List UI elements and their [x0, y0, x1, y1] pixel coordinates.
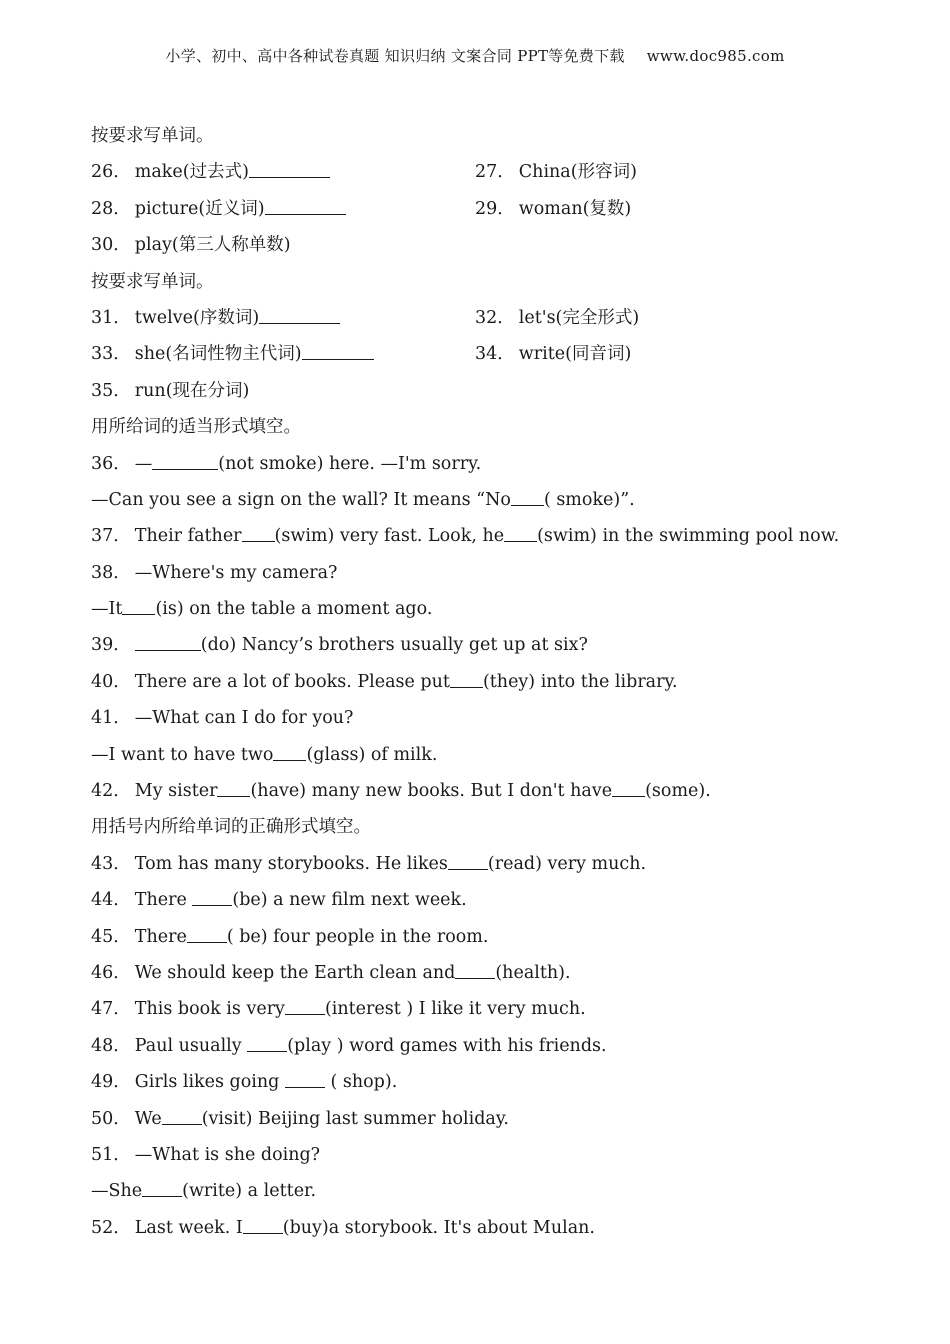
- section-instruction: 用所给词的适当形式填空。: [91, 417, 301, 438]
- question-38: 38． —Where's my camera?: [91, 562, 338, 583]
- answer-blank[interactable]: [247, 1035, 287, 1052]
- section-instruction: 按要求写单词。: [91, 126, 214, 146]
- question-34: 34． write(同音词): [475, 344, 632, 365]
- question-41-line2: —I want to have two (glass) of milk.: [91, 744, 438, 765]
- question-row: [91, 300, 891, 336]
- question-39: 39． (do) Nancy’s brothers usually get up at six?: [91, 635, 588, 656]
- answer-blank[interactable]: [265, 198, 346, 215]
- answer-blank[interactable]: [259, 307, 340, 324]
- question-47: 47． This book is very (interest ) I like it very much.: [91, 999, 586, 1020]
- answer-blank[interactable]: [135, 634, 201, 651]
- question-44: 44． There (be) a new film next week.: [91, 890, 467, 911]
- question-36-line2: —Can you see a sign on the wall? It means “No ( smoke)”.: [91, 489, 635, 510]
- answer-blank[interactable]: [285, 998, 325, 1015]
- question-28: 28． picture(近义词): [91, 191, 475, 227]
- answer-blank[interactable]: [450, 671, 483, 688]
- answer-blank[interactable]: [302, 343, 374, 360]
- question-36: 36． — (not smoke) here. —I'm sorry.: [91, 453, 482, 474]
- answer-blank[interactable]: [217, 780, 250, 797]
- question-41: 41． —What can I do for you?: [91, 708, 354, 729]
- question-38-line2: —It (is) on the table a moment ago.: [91, 599, 433, 620]
- answer-blank[interactable]: [242, 525, 275, 542]
- worksheet: [91, 118, 891, 1246]
- answer-blank[interactable]: [612, 780, 645, 797]
- question-51: 51． —What is she doing?: [91, 1144, 321, 1165]
- question-40: 40． There are a lot of books. Please put (they) into the library.: [91, 671, 678, 692]
- answer-blank[interactable]: [455, 962, 495, 979]
- answer-blank[interactable]: [152, 453, 218, 470]
- question-46: 46． We should keep the Earth clean and (health).: [91, 962, 571, 983]
- question-row: [91, 154, 891, 190]
- question-49: 49． Girls likes going ( shop).: [91, 1072, 398, 1093]
- answer-blank[interactable]: [285, 1071, 325, 1088]
- answer-blank[interactable]: [142, 1180, 182, 1197]
- question-52: 52． Last week. I (buy)a storybook. It's about Mulan.: [91, 1217, 595, 1238]
- answer-blank[interactable]: [162, 1108, 202, 1125]
- question-31: 31． twelve(序数词): [91, 300, 475, 336]
- question-35: 35． run(现在分词): [91, 380, 250, 401]
- answer-blank[interactable]: [511, 489, 544, 506]
- answer-blank[interactable]: [273, 744, 306, 761]
- answer-blank[interactable]: [192, 889, 232, 906]
- section-instruction: 按要求写单词。: [91, 271, 214, 292]
- question-row: [91, 191, 891, 227]
- question-26: 26． make(过去式): [91, 154, 475, 190]
- answer-blank[interactable]: [187, 926, 227, 943]
- question-48: 48． Paul usually (play ) word games with his friends.: [91, 1035, 607, 1056]
- question-50: 50． We (visit) Beijing last summer holiday.: [91, 1108, 509, 1129]
- answer-blank[interactable]: [504, 525, 537, 542]
- question-51-line2: —She (write) a letter.: [91, 1181, 317, 1202]
- answer-blank[interactable]: [249, 161, 330, 178]
- page-header: [0, 45, 950, 66]
- question-33: 33． she(名词性物主代词): [91, 336, 475, 372]
- answer-blank[interactable]: [243, 1217, 283, 1234]
- question-45: 45． There ( be) four people in the room.: [91, 926, 489, 947]
- answer-blank[interactable]: [448, 853, 488, 870]
- question-32: 32． let's(完全形式): [475, 307, 640, 328]
- question-row: [91, 336, 891, 372]
- question-27: 27． China(形容词): [475, 162, 637, 183]
- answer-blank[interactable]: [122, 598, 155, 615]
- question-43: 43． Tom has many storybooks. He likes (read) very much.: [91, 853, 647, 874]
- question-29: 29． woman(复数): [475, 198, 632, 219]
- question-37: 37． Their father (swim) very fast. Look, he (swim) in the swimming pool now.: [91, 526, 840, 547]
- question-30: 30． play(第三人称单数): [91, 235, 291, 256]
- section-instruction: 用括号内所给单词的正确形式填空。: [91, 817, 371, 838]
- question-42: 42． My sister (have) many new books. But I don't have (some).: [91, 781, 711, 802]
- header-site: www.doc985.com: [646, 47, 785, 65]
- header-title: 小学、初中、高中各种试卷真题 知识归纳 文案合同 PPT等免费下载: [165, 47, 625, 65]
